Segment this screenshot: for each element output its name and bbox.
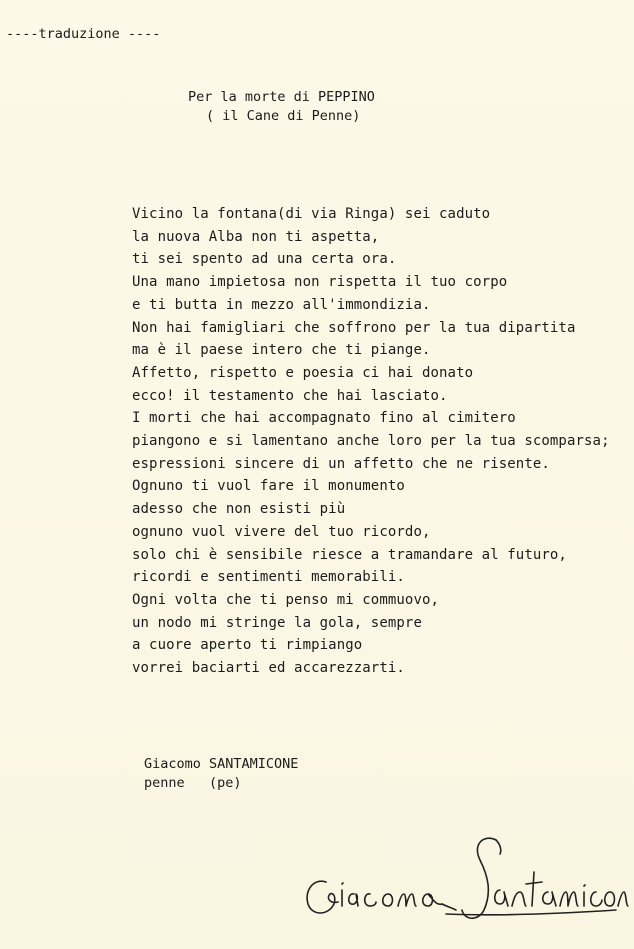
poem-line: Ogni volta che ti penso mi commuovo, — [132, 591, 440, 608]
poem-line: Affetto, rispetto e poesia ci hai donato — [132, 364, 474, 381]
poem-title — [188, 88, 375, 126]
poem-line: un nodo mi stringe la gola, sempre — [132, 614, 422, 631]
poem-line: ti sei spento ad una certa ora. — [132, 251, 397, 268]
poem-line: vorrei baciarti ed accarezzarti. — [132, 660, 405, 677]
poem-line: piangono e si lamentano anche loro per la tua scomparsa; — [132, 433, 610, 450]
poem-line: ricordi e sentimenti memorabili. — [132, 569, 405, 586]
poem-line: ma è il paese intero che ti piange. — [132, 342, 431, 359]
author-block — [144, 755, 298, 793]
poem-line: la nuova Alba non ti aspetta, — [132, 228, 380, 245]
header-label: ----traduzione ---- — [6, 26, 161, 42]
poem-line: solo chi è sensibile riesce a tramandare al futuro, — [132, 546, 567, 563]
poem-line: Non hai famigliari che soffrono per la tua dipartita — [132, 319, 576, 336]
poem-line: e ti butta in mezzo all'immondizia. — [132, 296, 431, 313]
poem-line: adesso che non esisti più — [132, 501, 346, 518]
poem-line: espressioni sincere di un affetto che ne risente. — [132, 455, 550, 472]
poem-line: ecco! il testamento che hai lasciato. — [132, 387, 448, 404]
author-place: penne (pe) — [144, 775, 242, 791]
handwritten-signature — [296, 820, 630, 930]
poem-body — [132, 203, 610, 680]
poem-line: a cuore aperto ti rimpiango — [132, 637, 363, 654]
title-line-1: Per la morte di PEPPINO — [188, 89, 375, 105]
title-line-2: ( il Cane di Penne) — [206, 108, 361, 124]
poem-line: Vicino la fontana(di via Ringa) sei caduto — [132, 206, 491, 222]
poem-line: ognuno vuol vivere del tuo ricordo, — [132, 523, 431, 540]
poem-line: Una mano impietosa non rispetta il tuo corpo — [132, 274, 508, 291]
poem-line: Ognuno ti vuol fare il monumento — [132, 478, 405, 495]
author-name: Giacomo SANTAMICONE — [144, 756, 299, 772]
poem-line: I morti che hai accompagnato fino al cimitero — [132, 410, 516, 427]
